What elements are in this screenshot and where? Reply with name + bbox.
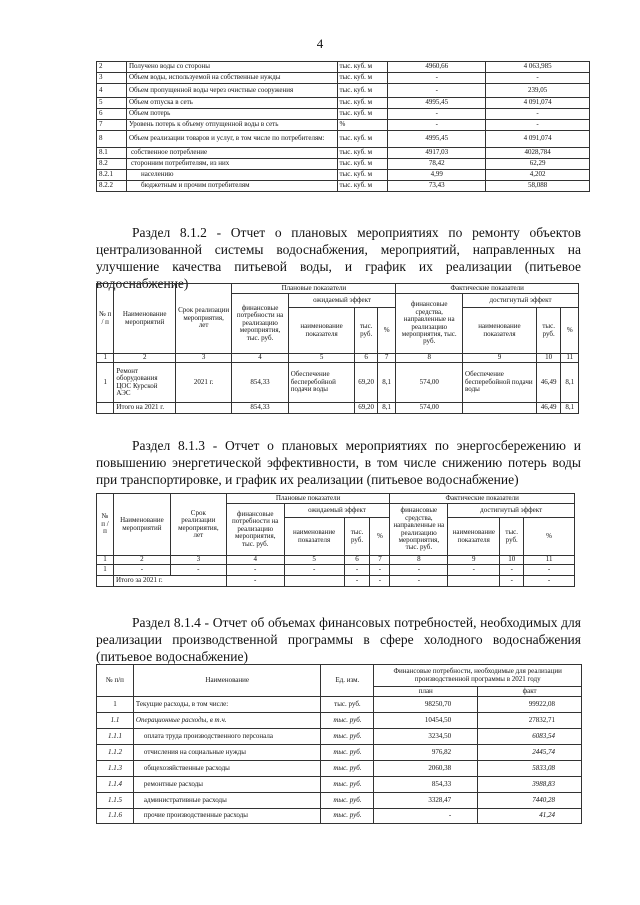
table-row <box>97 565 575 576</box>
table-row <box>97 809 582 824</box>
total-row <box>97 576 575 587</box>
cell: - <box>486 73 590 84</box>
col-header-fact: факт <box>478 687 582 697</box>
cell: 5 <box>97 98 127 109</box>
column-number: 6 <box>344 556 370 565</box>
col-header-name: Наименование мероприятий <box>114 284 176 354</box>
table-row <box>97 729 582 745</box>
cell-no: 1.1.5 <box>97 793 134 809</box>
cell: - <box>388 73 486 84</box>
cell: - <box>524 565 575 576</box>
cell: собственное потребление <box>126 148 337 159</box>
repair-measures-table <box>96 283 579 414</box>
cell: 7 <box>97 120 127 131</box>
column-number: 2 <box>114 354 176 363</box>
cell: 854,33 <box>232 403 288 414</box>
cell: - <box>284 565 344 576</box>
total-label: Итого на 2021 г. <box>114 403 176 414</box>
cell: тыс. куб. м <box>337 84 388 98</box>
cell-unit: тыс. руб. <box>321 761 374 777</box>
column-number: 7 <box>370 556 390 565</box>
col-header-thr: тыс. руб. <box>344 518 370 556</box>
table-row <box>97 713 582 729</box>
cell: 8.2.2 <box>97 181 127 192</box>
col-header-pct: % <box>561 308 579 354</box>
col-header-fact: Фактические показатели <box>390 494 575 504</box>
cell-fact: 7440,28 <box>478 793 582 809</box>
col-header-expected: ожидаемый эффект <box>288 294 396 308</box>
cell: сторонним потребителям, из них <box>126 159 337 170</box>
cell: тыс. куб. м <box>337 109 388 120</box>
cell: 854,33 <box>232 363 288 403</box>
cell-name: прочие производственные расходы <box>133 809 321 824</box>
cell-name: административные расходы <box>133 793 321 809</box>
cell-name: Операционные расходы, в т.ч. <box>133 713 321 729</box>
column-number: 4 <box>226 556 284 565</box>
col-header-pct: % <box>370 518 390 556</box>
column-number: 10 <box>500 556 524 565</box>
cell-name: отчисления на социальные нужды <box>133 745 321 761</box>
cell: - <box>486 109 590 120</box>
cell-no: 1.1.6 <box>97 809 134 824</box>
section-812-heading: Раздел 8.1.2 - Отчет о плановых мероприятиях по ремонту объектов централизованной системы водоснабжения, мероприятий, направленных на улучшение качества питьевой воды, и график их реализации (питьевое водоснабжение) <box>96 225 581 291</box>
col-header-indicator: наименование показателя <box>448 518 500 556</box>
cell: 69,20 <box>355 363 378 403</box>
col-header-plan: Плановые показатели <box>226 494 390 504</box>
cell-fact: 6083,54 <box>478 729 582 745</box>
cell-no: 1 <box>97 697 134 713</box>
cell-unit: тыс. руб. <box>321 745 374 761</box>
cell: - <box>344 565 370 576</box>
cell: - <box>390 565 448 576</box>
table-row <box>97 761 582 777</box>
cell: 4028,784 <box>486 148 590 159</box>
cell: Получено воды со стороны <box>126 62 337 73</box>
cell-plan: 3328,47 <box>374 793 478 809</box>
cell: 8 <box>97 131 127 148</box>
cell: тыс. куб. м <box>337 148 388 159</box>
cell-no: 1.1.2 <box>97 745 134 761</box>
section-814-heading: Раздел 8.1.4 - Отчет об объемах финансовых потребностей, необходимых для реализации производственной программы в сфере холодного водоснабжения (питьевое водоснабжение) <box>96 615 581 664</box>
cell-name: общехозяйственные расходы <box>133 761 321 777</box>
cell: бюджетным и прочим потребителям <box>126 181 337 192</box>
cell: - <box>448 565 500 576</box>
cell: тыс. куб. м <box>337 170 388 181</box>
cell: 69,20 <box>355 403 378 414</box>
cell: 4917,03 <box>388 148 486 159</box>
cell: Объем пропущенной воды через очистные сооружения <box>126 84 337 98</box>
col-header-plan: план <box>374 687 478 697</box>
financial-needs-table <box>96 664 582 824</box>
cell: 73,43 <box>388 181 486 192</box>
table-row <box>97 131 590 148</box>
cell: 46,49 <box>536 403 561 414</box>
cell: 2021 г. <box>175 363 231 403</box>
cell: 239,05 <box>486 84 590 98</box>
cell: 6 <box>97 109 127 120</box>
cell-name: оплата труда производственного персонала <box>133 729 321 745</box>
column-number: 4 <box>232 354 288 363</box>
cell: Уровень потерь к объему отпущенной воды в сеть <box>126 120 337 131</box>
cell-fact: 99922,08 <box>478 697 582 713</box>
cell-plan: 10454,50 <box>374 713 478 729</box>
column-number: 6 <box>355 354 378 363</box>
cell: 4 <box>97 84 127 98</box>
cell: населению <box>126 170 337 181</box>
cell: 1 <box>97 565 114 576</box>
cell: 78,42 <box>388 159 486 170</box>
column-number: 8 <box>396 354 463 363</box>
table-row <box>97 181 590 192</box>
cell: 574,00 <box>396 363 463 403</box>
cell-fact: 2445,74 <box>478 745 582 761</box>
cell: 8,1 <box>377 403 395 414</box>
cell: 62,29 <box>486 159 590 170</box>
cell: 8,1 <box>377 363 395 403</box>
cell: 46,49 <box>536 363 561 403</box>
cell: - <box>524 576 575 587</box>
total-row <box>97 403 579 414</box>
cell: 8,1 <box>561 363 579 403</box>
cell-unit: тыс. руб. <box>321 713 374 729</box>
col-header-name: Наименование мероприятий <box>113 494 170 556</box>
table-row <box>97 697 582 713</box>
col-header-achieved: достигнутый эффект <box>448 504 575 518</box>
cell-unit: тыс. руб. <box>321 697 374 713</box>
cell: Объем реализации товаров и услуг, в том числе по потребителям: <box>126 131 337 148</box>
col-header-thr: тыс. руб. <box>500 518 524 556</box>
cell-no: 1.1 <box>97 713 134 729</box>
table-row <box>97 777 582 793</box>
col-header-achieved: достигнутый эффект <box>463 294 579 308</box>
cell-plan: 976,82 <box>374 745 478 761</box>
column-number: 3 <box>170 556 226 565</box>
cell: - <box>500 576 524 587</box>
cell: - <box>388 84 486 98</box>
cell-fact: 27832,71 <box>478 713 582 729</box>
page-number: 4 <box>316 36 324 51</box>
col-header-fact: Фактические показатели <box>396 284 579 294</box>
col-header-fin-plan: финансовые потребности на реализацию мероприятия, тыс. руб. <box>232 294 288 354</box>
cell-plan: 98250,70 <box>374 697 478 713</box>
energy-saving-table <box>96 493 575 587</box>
cell-plan: 2060,38 <box>374 761 478 777</box>
cell: тыс. куб. м <box>337 98 388 109</box>
cell-unit: тыс. руб. <box>321 777 374 793</box>
cell: 4,99 <box>388 170 486 181</box>
col-header-pct: % <box>377 308 395 354</box>
cell: 4,202 <box>486 170 590 181</box>
cell: - <box>486 120 590 131</box>
section-813-heading: Раздел 8.1.3 - Отчет о плановых мероприятиях по энергосбережению и повышению энергетической эффективности, в том числе снижению потерь воды при транспортировке, и график их реализации (питьевое водоснабжение) <box>96 438 581 487</box>
table-row <box>97 98 590 109</box>
col-header-pct: % <box>524 518 575 556</box>
column-number: 11 <box>561 354 579 363</box>
column-number: 7 <box>377 354 395 363</box>
cell-no: 1.1.3 <box>97 761 134 777</box>
cell-plan: - <box>374 809 478 824</box>
cell: 4995,45 <box>388 131 486 148</box>
cell: - <box>226 576 284 587</box>
table-row <box>97 745 582 761</box>
cell: тыс. куб. м <box>337 131 388 148</box>
cell-plan: 3234,50 <box>374 729 478 745</box>
col-header-thr: тыс. руб. <box>355 308 378 354</box>
cell: тыс. куб. м <box>337 181 388 192</box>
column-number: 3 <box>175 354 231 363</box>
table-row <box>97 62 590 73</box>
cell: 4 063,985 <box>486 62 590 73</box>
table-row <box>97 109 590 120</box>
cell: - <box>500 565 524 576</box>
column-numbers-row <box>97 354 579 363</box>
cell: 4960,66 <box>388 62 486 73</box>
cell: Объем воды, используемой на собственные нужды <box>126 73 337 84</box>
total-label: Итого за 2021 г. <box>113 576 226 587</box>
cell: Объем потерь <box>126 109 337 120</box>
cell: - <box>390 576 448 587</box>
column-number: 9 <box>463 354 537 363</box>
table-row <box>97 84 590 98</box>
table-row <box>97 363 579 403</box>
cell: - <box>388 120 486 131</box>
cell: 574,00 <box>396 403 463 414</box>
cell: 8.1 <box>97 148 127 159</box>
cell: тыс. куб. м <box>337 62 388 73</box>
col-header-term: Срок реализации мероприятия, лет <box>175 284 231 354</box>
column-number: 8 <box>390 556 448 565</box>
cell: 4 091,074 <box>486 98 590 109</box>
cell: 8.2 <box>97 159 127 170</box>
cell: - <box>113 565 170 576</box>
col-header-indicator: наименование показателя <box>284 518 344 556</box>
cell-no: 1.1.4 <box>97 777 134 793</box>
column-number: 1 <box>97 354 114 363</box>
cell-fact: 3988,83 <box>478 777 582 793</box>
col-header-term: Срок реализации мероприятия, лет <box>170 494 226 556</box>
cell-unit: тыс. руб. <box>321 729 374 745</box>
col-header-no: № п/п <box>97 665 134 697</box>
column-numbers-row <box>97 556 575 565</box>
cell: Обеспечение бесперебойной подачи воды <box>463 363 537 403</box>
col-header-name: Наименование <box>133 665 321 697</box>
cell-unit: тыс. руб. <box>321 809 374 824</box>
col-header-fin-plan: финансовые потребности на реализацию мероприятия, тыс. руб. <box>226 504 284 556</box>
cell: 4 091,074 <box>486 131 590 148</box>
column-number: 9 <box>448 556 500 565</box>
column-number: 5 <box>288 354 355 363</box>
table-row <box>97 148 590 159</box>
cell-unit: тыс. руб. <box>321 793 374 809</box>
cell: Объем отпуска в сеть <box>126 98 337 109</box>
cell: - <box>226 565 284 576</box>
col-header-plan: Плановые показатели <box>232 284 396 294</box>
table-row <box>97 170 590 181</box>
table-row <box>97 793 582 809</box>
col-header-fin-fact: финансовые средства, направленные на реализацию мероприятия, тыс. руб. <box>396 294 463 354</box>
cell-name: ремонтные расходы <box>133 777 321 793</box>
cell: Ремонт оборудования ЦОС Курской АЭС <box>114 363 176 403</box>
col-header-no: № п / п <box>97 494 114 556</box>
cell: - <box>388 109 486 120</box>
cell: - <box>370 576 390 587</box>
col-header-unit: Ед. изм. <box>321 665 374 697</box>
cell: 1 <box>97 363 114 403</box>
col-header-indicator: наименование показателя <box>288 308 355 354</box>
cell: тыс. куб. м <box>337 159 388 170</box>
cell: 8,1 <box>561 403 579 414</box>
table-row <box>97 120 590 131</box>
column-number: 10 <box>536 354 561 363</box>
cell-name: Текущие расходы, в том числе: <box>133 697 321 713</box>
col-header-no: № п / п <box>97 284 114 354</box>
cell: 8.2.1 <box>97 170 127 181</box>
water-balance-table <box>96 61 590 192</box>
cell-plan: 854,33 <box>374 777 478 793</box>
column-number: 1 <box>97 556 114 565</box>
column-number: 2 <box>113 556 170 565</box>
cell: Обеспечение бесперебойной подачи воды <box>288 363 355 403</box>
cell: тыс. куб. м <box>337 73 388 84</box>
cell-fact: 41,24 <box>478 809 582 824</box>
cell: - <box>370 565 390 576</box>
col-header-thr: тыс. руб. <box>536 308 561 354</box>
cell: 3 <box>97 73 127 84</box>
cell: 4995,45 <box>388 98 486 109</box>
col-header-expected: ожидаемый эффект <box>284 504 390 518</box>
cell: 2 <box>97 62 127 73</box>
cell: - <box>170 565 226 576</box>
col-header-fin-fact: финансовые средства, направленные на реализацию мероприятия, тыс. руб. <box>390 504 448 556</box>
cell-fact: 5833,08 <box>478 761 582 777</box>
column-number: 5 <box>284 556 344 565</box>
col-header-indicator: наименование показателя <box>463 308 537 354</box>
table-row <box>97 159 590 170</box>
cell: 58,088 <box>486 181 590 192</box>
cell: - <box>344 576 370 587</box>
column-number: 11 <box>524 556 575 565</box>
col-header-fin: Финансовые потребности, необходимые для реализации производственной программы в 2021 году <box>374 665 582 687</box>
cell: % <box>337 120 388 131</box>
cell-no: 1.1.1 <box>97 729 134 745</box>
table-row <box>97 73 590 84</box>
